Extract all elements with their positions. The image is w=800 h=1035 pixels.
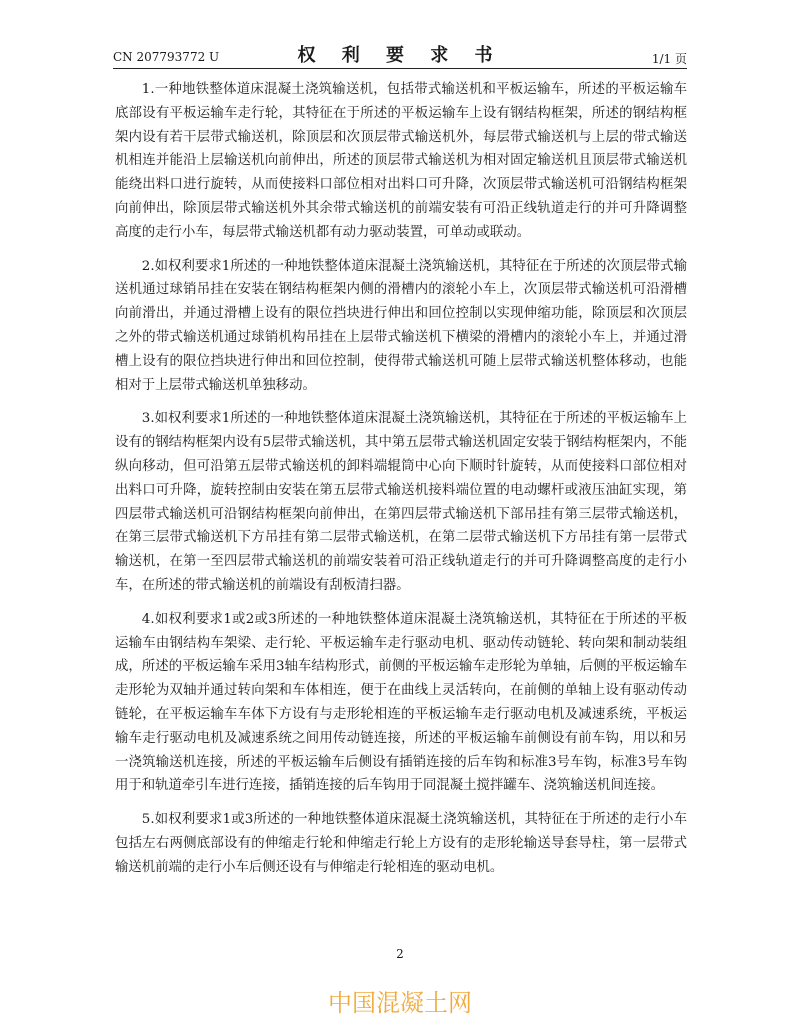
claims-body xyxy=(115,78,687,890)
page-number: 2 xyxy=(396,947,404,961)
claim-4: 4.如权利要求1或2或3所述的一种地铁整体道床混凝土浇筑输送机，其特征在于所述的平板运输车由钢结构车架梁、走行轮、平板运输车走行驱动电机、驱动传动链轮、转向架和制动装组成，所述的平板运输车采用3轴车结构形式，前侧的平板运输车走形轮为单轴，后侧的平板运输车走形轮为双轴并通过转向架和车体相连，便于在曲线上灵活转向，在前侧的单轴上设有驱动传动链轮，在平板运输车车体下方设有与走形轮相连的平板运输车走行驱动电机及减速系统，平板运输车走行驱动电机及减速系统之间用传动链连接，所述的平板运输车前侧设有前车钩，用以和另一浇筑输送机连接，所述的平板运输车后侧设有插销连接的后车钩和标准3号车钩，标准3号车钩用于和轨道牵引车进行连接，插销连接的后车钩用于同混凝土搅拌罐车、浇筑输送机间连接。 xyxy=(115,611,687,794)
claim-1: 1.一种地铁整体道床混凝土浇筑输送机，包括带式输送机和平板运输车，所述的平板运输车底部设有平板运输车走行轮，其特征在于所述的平板运输车上设有钢结构框架，所述的钢结构框架内设有若干层带式输送机，除顶层和次顶层带式输送机外，每层带式输送机与上层的带式输送机相连并能沿上层输送机向前伸出，所述的顶层带式输送机为相对固定输送机且顶层带式输送机能绕出料口进行旋转，从而使接料口部位相对出料口可升降，次顶层带式输送机可沿钢结构框架向前伸出，除顶层带式输送机外其余带式输送机的前端安装有可沿正线轨道走行的并可升降调整高度的走行小车，每层带式输送机都有动力驱动装置，可单动或联动。 xyxy=(115,82,687,240)
publication-number: CN 207793772 U xyxy=(113,50,220,64)
claim-2: 2.如权利要求1所述的一种地铁整体道床混凝土浇筑输送机，其特征在于所述的次顶层带式输送机通过球销吊挂在安装在钢结构框架内侧的滑槽内的滚轮小车上，次顶层带式输送机可沿滑槽向前滑出，并通过滑槽上设有的限位挡块进行伸出和回位控制以实现伸缩功能，除顶层和次顶层之外的带式输送机通过球销机构吊挂在上层带式输送机下横梁的滑槽内的滚轮小车上，并通过滑槽上设有的限位挡块进行伸出和回位控制，使得带式输送机可随上层带式输送机整体移动，也能相对于上层带式输送机单独移动。 xyxy=(115,258,687,393)
document-header xyxy=(113,38,687,68)
header-rule xyxy=(113,68,687,69)
claim-3: 3.如权利要求1所述的一种地铁整体道床混凝土浇筑输送机，其特征在于所述的平板运输车上设有的钢结构框架内设有5层带式输送机，其中第五层带式输送机固定安装于钢结构框架内，不能纵向移动，但可沿第五层带式输送机的卸料端辊筒中心向下顺时针旋转，从而使接料口部位相对出料口可升降，旋转控制由安装在第五层带式输送机接料端位置的电动螺杆或液压油缸实现，第四层带式输送机可沿钢结构框架向前伸出，在第四层带式输送机下部吊挂有第三层带式输送机，在第三层带式输送机下方吊挂有第二层带式输送机，在第二层带式输送机下方吊挂有第一层带式输送机，在第一至四层带式输送机的前端安装着可沿正线轨道走行的并可升降调整高度的走行小车，在所述的带式输送机的前端设有刮板清扫器。 xyxy=(115,411,687,593)
watermark: 中国混凝土网 xyxy=(328,989,472,1017)
page-count: 1/1 页 xyxy=(651,52,687,66)
claim-5: 5.如权利要求1或3所述的一种地铁整体道床混凝土浇筑输送机，其特征在于所述的走行小车包括左右两侧底部设有的伸缩走行轮和伸缩走行轮上方设有的走形轮输送导套导柱，第一层带式输送机前端的走行小车后侧还设有与伸缩走行轮相连的驱动电机。 xyxy=(115,812,687,875)
document-title: 权 利 要 求 书 xyxy=(297,45,503,66)
